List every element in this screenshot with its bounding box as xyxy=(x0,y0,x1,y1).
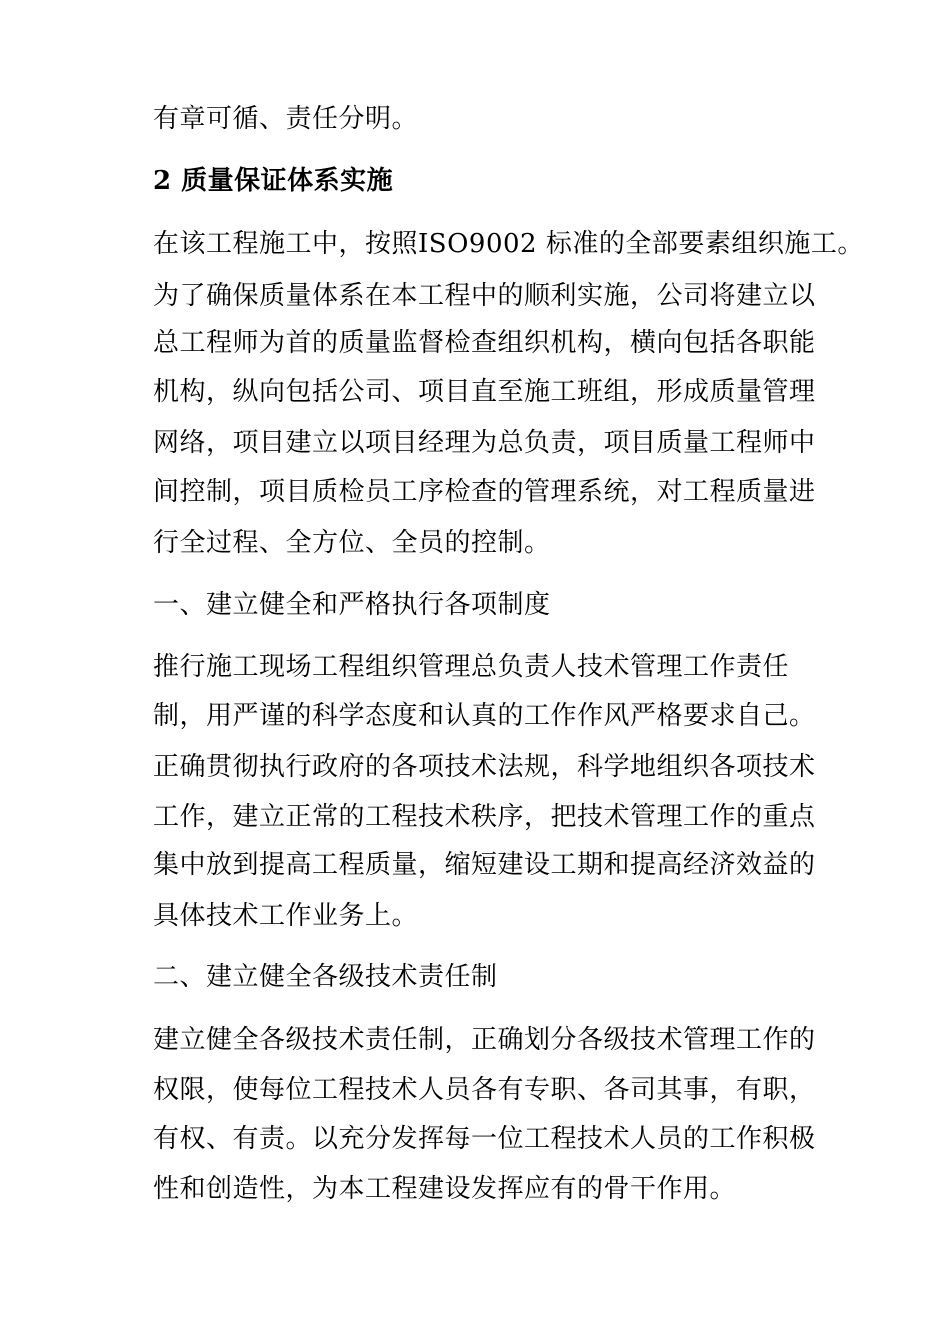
subheading: 二、建立健全各级技术责任制 xyxy=(153,962,498,992)
text-line: 总工程师为首的质量监督检查组织机构，横向包括各职能 xyxy=(153,328,816,358)
text-line: 网络，项目建立以项目经理为总负责，项目质量工程师中 xyxy=(153,428,816,458)
text-line: 行全过程、全方位、全员的控制。 xyxy=(153,528,551,558)
text-line: 建立健全各级技术责任制，正确划分各级技术管理工作的 xyxy=(153,1025,816,1055)
text-line: 推行施工现场工程组织管理总负责人技术管理工作责任 xyxy=(153,652,790,682)
text-line: 机构，纵向包括公司、项目直至施工班组，形成质量管理 xyxy=(153,377,816,407)
text-line: 制，用严谨的科学态度和认真的工作作风严格要求自己。 xyxy=(153,701,816,731)
text-line: 权限，使每位工程技术人员各有专职、各司其事，有职， xyxy=(153,1075,816,1105)
text-line: 工作，建立正常的工程技术秩序，把技术管理工作的重点 xyxy=(153,802,816,832)
text-line: 在该工程施工中，按照ISO9002 标准的全部要素组织施工。 xyxy=(153,229,864,259)
text-line: 性和创造性，为本工程建设发挥应有的骨干作用。 xyxy=(153,1174,737,1204)
text-line: 具体技术工作业务上。 xyxy=(153,901,419,931)
text-line: 有权、有责。以充分发挥每一位工程技术人员的工作积极 xyxy=(153,1124,816,1154)
section-heading: 2 质量保证体系实施 xyxy=(153,166,394,196)
text-line: 有章可循、责任分明。 xyxy=(153,104,419,134)
text-line: 间控制，项目质检员工序检查的管理系统，对工程质量进 xyxy=(153,477,816,507)
text-line: 正确贯彻执行政府的各项技术法规，科学地组织各项技术 xyxy=(153,752,816,782)
text-line: 集中放到提高工程质量，缩短建设工期和提高经济效益的 xyxy=(153,850,816,880)
subheading: 一、建立健全和严格执行各项制度 xyxy=(153,590,551,620)
text-line: 为了确保质量体系在本工程中的顺利实施，公司将建立以 xyxy=(153,281,816,311)
